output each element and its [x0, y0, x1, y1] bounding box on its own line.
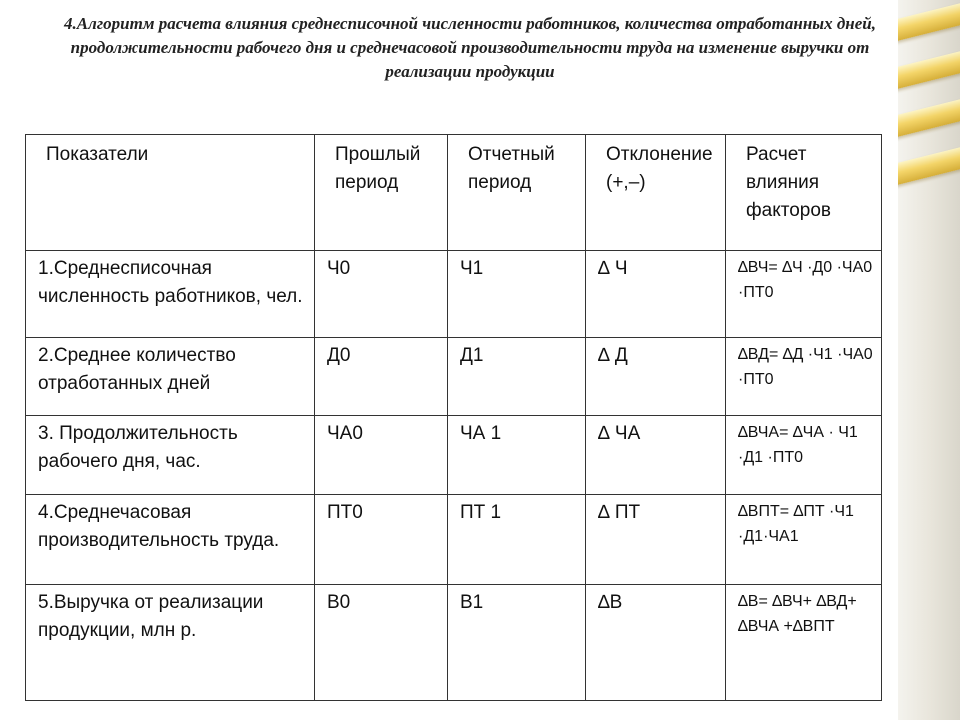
row-deviation: ∆ Д: [586, 338, 726, 416]
row-calculation: ∆ВЧ= ∆Ч ·Д0 ·ЧА0 ·ПТ0: [726, 251, 882, 338]
row-deviation: ∆ Ч: [586, 251, 726, 338]
row-current-value: ПТ 1: [448, 495, 586, 585]
row-previous-value: В0: [315, 585, 448, 701]
row-indicator: 1.Среднесписочная численность работников, чел.: [26, 251, 315, 338]
row-calculation: ∆ВД= ∆Д ·Ч1 ·ЧА0 ·ПТ0: [726, 338, 882, 416]
row-current-value: В1: [448, 585, 586, 701]
row-deviation: ∆В: [586, 585, 726, 701]
slide-title: 4.Алгоритм расчета влияния среднесписочной численности работников, количества отработанных дней, продолжительности рабочего дня и среднечасовой производительности труда на изменение выручки от реализации продукции: [64, 14, 876, 81]
row-indicator: 4.Среднечасовая производительность труда.: [26, 495, 315, 585]
row-calculation: ∆ВПТ= ∆ПТ ·Ч1 ·Д1·ЧА1: [726, 495, 882, 585]
table-row: [26, 585, 882, 701]
decorative-side-panel: [898, 0, 960, 720]
row-calculation: ∆ВЧА= ∆ЧА · Ч1 ·Д1 ·ПТ0: [726, 416, 882, 495]
row-current-value: Д1: [448, 338, 586, 416]
row-previous-value: Д0: [315, 338, 448, 416]
row-previous-value: ПТ0: [315, 495, 448, 585]
row-indicator: 3. Продолжительность рабочего дня, час.: [26, 416, 315, 495]
header-reporting-period: Отчетный период: [448, 135, 586, 251]
row-current-value: Ч1: [448, 251, 586, 338]
row-current-value: ЧА 1: [448, 416, 586, 495]
row-previous-value: ЧА0: [315, 416, 448, 495]
header-deviation: Отклонение (+,–): [586, 135, 726, 251]
table-header-row: [26, 135, 882, 251]
table-row: [26, 251, 882, 338]
row-deviation: ∆ ЧА: [586, 416, 726, 495]
row-deviation: ∆ ПТ: [586, 495, 726, 585]
row-indicator: 5.Выручка от реализации продукции, млн р.: [26, 585, 315, 701]
table-row: [26, 338, 882, 416]
table-row: [26, 495, 882, 585]
row-calculation: ∆В= ∆ВЧ+ ∆ВД+ ∆ВЧА +∆ВПТ: [726, 585, 882, 701]
header-factor-calculation: Расчет влияния факторов: [726, 135, 882, 251]
header-indicators: Показатели: [26, 135, 315, 251]
header-previous-period: Прошлый период: [315, 135, 448, 251]
row-previous-value: Ч0: [315, 251, 448, 338]
table-row: [26, 416, 882, 495]
factor-analysis-table: [25, 134, 882, 701]
row-indicator: 2.Среднее количество отработанных дней: [26, 338, 315, 416]
